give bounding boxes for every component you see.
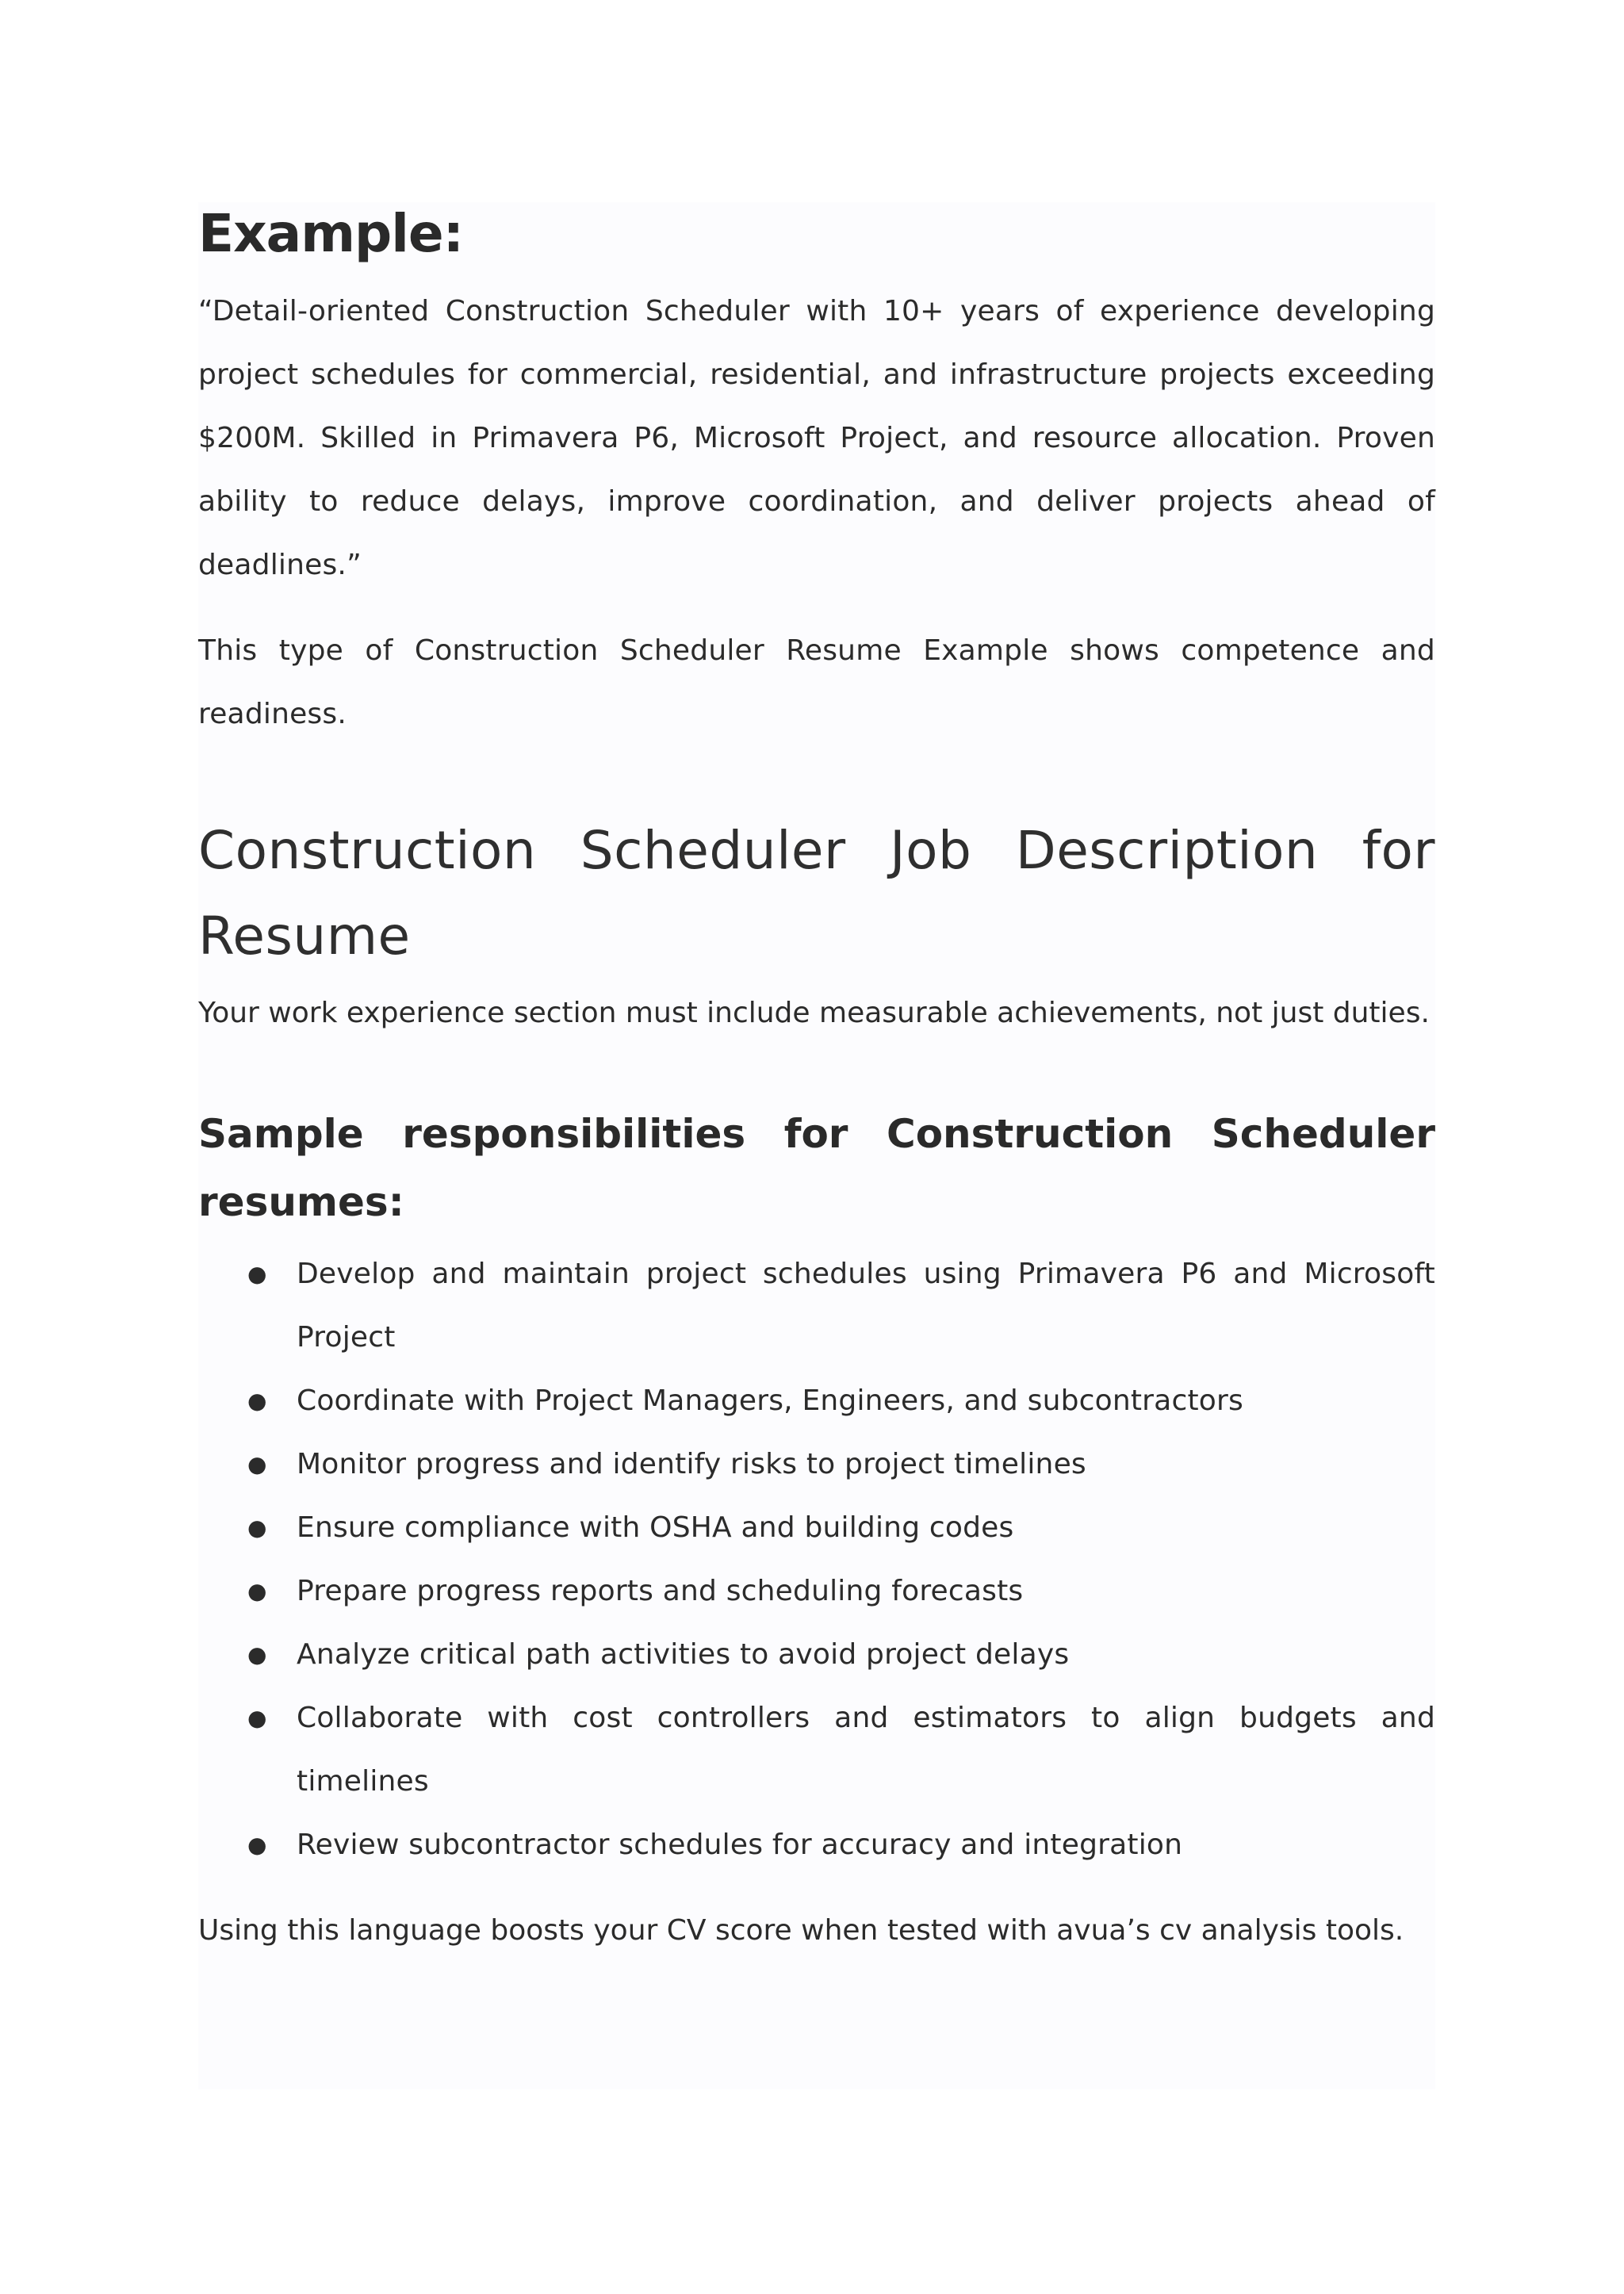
list-item: [247, 1496, 1435, 1560]
list-item-text: Coordinate with Project Managers, Engineers, and subcontractors: [297, 1384, 1243, 1417]
bullet-icon: ●: [247, 1832, 267, 1858]
list-item-text: Ensure compliance with OSHA and building codes: [297, 1511, 1014, 1544]
list-item-text: Prepare progress reports and scheduling forecasts: [297, 1575, 1024, 1607]
bullet-icon: ●: [247, 1451, 267, 1477]
bullet-icon: ●: [247, 1388, 267, 1414]
closing-text: Using this language boosts your CV score when tested with avua’s cv analysis tools.: [198, 1914, 1404, 1947]
list-item-text: Monitor progress and identify risks to project timelines: [297, 1448, 1086, 1480]
bullet-icon: ●: [247, 1641, 267, 1668]
responsibilities-list: [198, 1243, 1435, 1877]
bullet-icon: ●: [247, 1261, 267, 1287]
section-intro: Your work experience section must include measurable achievements, not just duties.: [198, 997, 1430, 1029]
list-item: [247, 1433, 1435, 1496]
list-item: [247, 1813, 1435, 1877]
list-item: [247, 1623, 1435, 1687]
document-content: [198, 202, 1435, 2089]
list-item-text: Develop and maintain project schedules using Primavera P6 and Microsoft Project: [297, 1258, 1435, 1354]
list-item: [247, 1687, 1435, 1813]
responsibilities-heading: Sample responsibilities for Construction Scheduler resumes:: [198, 1111, 1435, 1225]
bullet-icon: ●: [247, 1705, 267, 1731]
example-quote: “Detail-oriented Construction Scheduler with 10+ years of experience developing project schedules for commercial, residential, and infrastructure projects exceeding $200M. Skilled in Primavera P6, Microsoft Project, and resource allocation. Proven ability to reduce delays, improve coordination, and deliver projects ahead of deadlines.”: [198, 295, 1435, 581]
list-item-text: Review subcontractor schedules for accuracy and integration: [297, 1829, 1183, 1861]
bullet-icon: ●: [247, 1515, 267, 1541]
list-item: [247, 1243, 1435, 1369]
section-heading: Construction Scheduler Job Description for Resume: [198, 820, 1435, 967]
example-heading: Example:: [198, 203, 463, 264]
list-item: [247, 1369, 1435, 1433]
list-item-text: Collaborate with cost controllers and estimators to align budgets and timelines: [297, 1702, 1435, 1798]
list-item-text: Analyze critical path activities to avoid project delays: [297, 1638, 1070, 1671]
bullet-icon: ●: [247, 1578, 267, 1604]
example-note: This type of Construction Scheduler Resume Example shows competence and readiness.: [198, 634, 1435, 730]
list-item: [247, 1560, 1435, 1623]
